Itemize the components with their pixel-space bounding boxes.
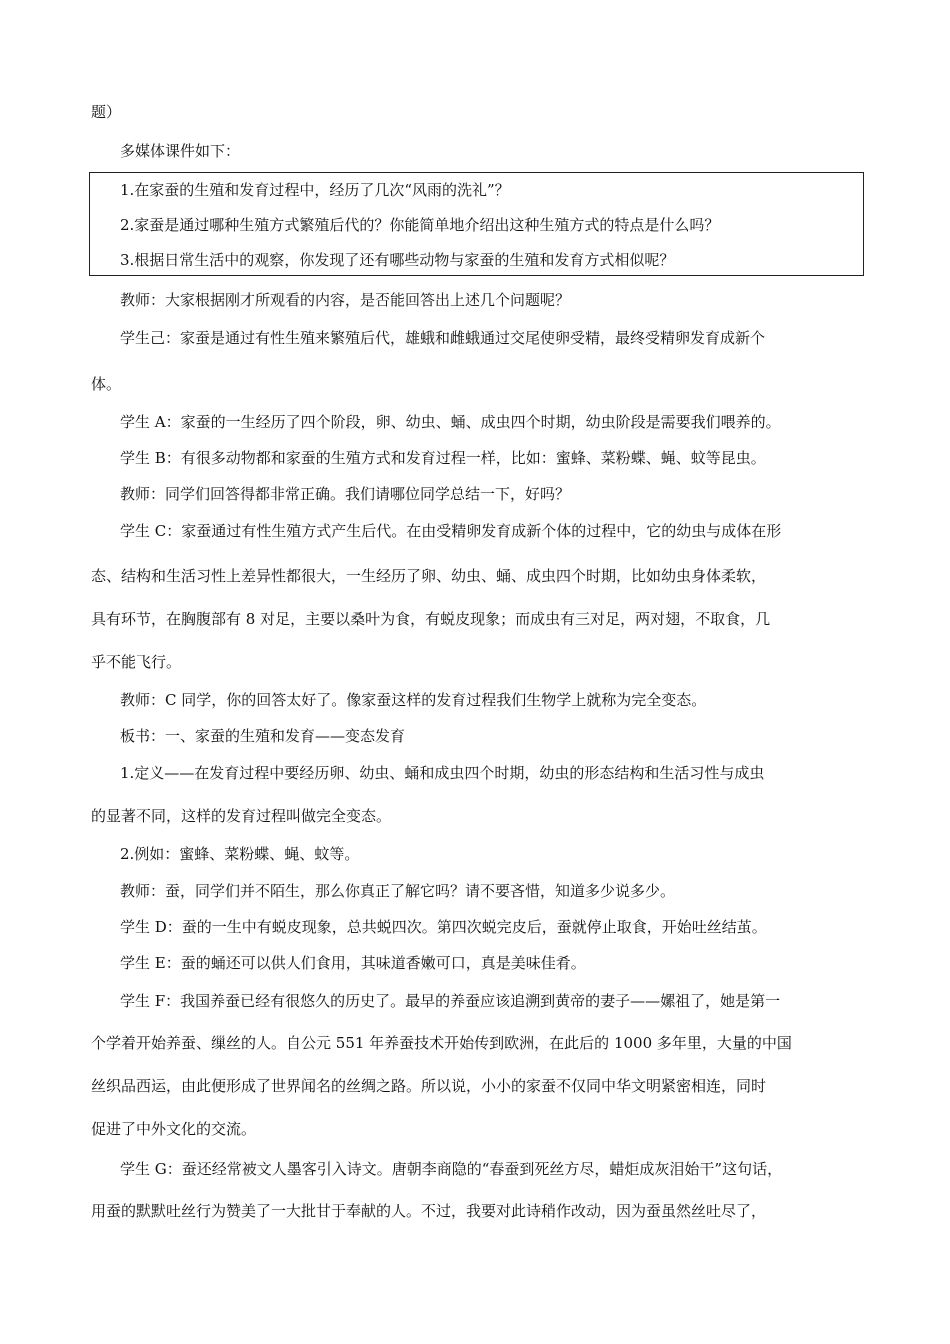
text-line: 促进了中外文化的交流。 (91, 1120, 257, 1138)
text-line: 学生 F：我国养蚕已经有很悠久的历史了。最早的养蚕应该追溯到黄帝的妻子——嫘祖了，她是第一 (120, 992, 781, 1010)
text-line: 学生 B：有很多动物都和家蚕的生殖方式和发育过程一样，比如：蜜蜂、菜粉蝶、蝇、蚊等昆虫。 (120, 449, 766, 467)
text-line: 教师：C 同学，你的回答太好了。像家蚕这样的发育过程我们生物学上就称为完全变态。 (120, 691, 707, 709)
text-line: 多媒体课件如下： (120, 142, 241, 160)
text-line: 丝织品西运，由此便形成了世界闻名的丝绸之路。所以说，小小的家蚕不仅同中华文明紧密相连，同时 (91, 1077, 767, 1095)
box-question: 2.家蚕是通过哪种生殖方式繁殖后代的？你能简单地介绍出这种生殖方式的特点是什么吗？ (120, 216, 720, 234)
text-line: 学生 A：家蚕的一生经历了四个阶段，卵、幼虫、蛹、成虫四个时期，幼虫阶段是需要我们喂养的。 (120, 413, 781, 431)
text-line: 体。 (91, 375, 122, 393)
text-line: 题） (91, 103, 122, 121)
text-line: 态、结构和生活习性上差异性都很大，一生经历了卵、幼虫、蛹、成虫四个时期，比如幼虫身体柔软， (91, 567, 767, 585)
text-line: 个学着开始养蚕、缫丝的人。自公元 551 年养蚕技术开始传到欧洲，在此后的 1000 多年里，大量的中国 (91, 1034, 792, 1052)
box-question: 3.根据日常生活中的观察，你发现了还有哪些动物与家蚕的生殖和发育方式相似呢？ (120, 251, 675, 269)
box-question: 1.在家蚕的生殖和发育过程中，经历了几次“风雨的洗礼”？ (120, 181, 510, 199)
text-line: 学生 G：蚕还经常被文人墨客引入诗文。唐朝李商隐的“春蚕到死丝方尽，蜡炬成灰泪始干”这句话， (120, 1160, 783, 1178)
text-line: 教师：同学们回答得都非常正确。我们请哪位同学总结一下，好吗？ (120, 485, 571, 503)
text-line: 板书：一、家蚕的生殖和发育——变态发育 (120, 727, 406, 745)
text-line: 的显著不同，这样的发育过程叫做完全变态。 (91, 807, 392, 825)
text-line: 教师：蚕，同学们并不陌生，那么你真正了解它吗？请不要吝惜，知道多少说多少。 (120, 882, 676, 900)
text-line: 2.例如：蜜蜂、菜粉蝶、蝇、蚊等。 (120, 845, 360, 863)
text-line: 1.定义——在发育过程中要经历卵、幼虫、蛹和成虫四个时期，幼虫的形态结构和生活习性与成虫 (120, 764, 765, 782)
text-line: 学生 C：家蚕通过有性生殖方式产生后代。在由受精卵发育成新个体的过程中，它的幼虫与成体在形 (120, 522, 782, 540)
text-line: 具有环节，在胸腹部有 8 对足，主要以桑叶为食，有蜕皮现象；而成虫有三对足，两对翅，不取食，几 (91, 610, 771, 628)
text-line: 学生己：家蚕是通过有性生殖来繁殖后代，雄蛾和雌蛾通过交尾使卵受精，最终受精卵发育成新个 (120, 329, 766, 347)
text-line: 学生 E：蚕的蛹还可以供人们食用，其味道香嫩可口，真是美味佳肴。 (120, 954, 586, 972)
text-line: 用蚕的默默吐丝行为赞美了一大批甘于奉献的人。不过，我要对此诗稍作改动，因为蚕虽然丝吐尽了， (91, 1202, 767, 1220)
text-line: 学生 D：蚕的一生中有蜕皮现象，总共蜕四次。第四次蜕完皮后，蚕就停止取食，开始吐丝结茧。 (120, 918, 767, 936)
text-line: 教师：大家根据刚才所观看的内容，是否能回答出上述几个问题呢？ (120, 291, 571, 309)
text-line: 乎不能飞行。 (91, 653, 182, 671)
